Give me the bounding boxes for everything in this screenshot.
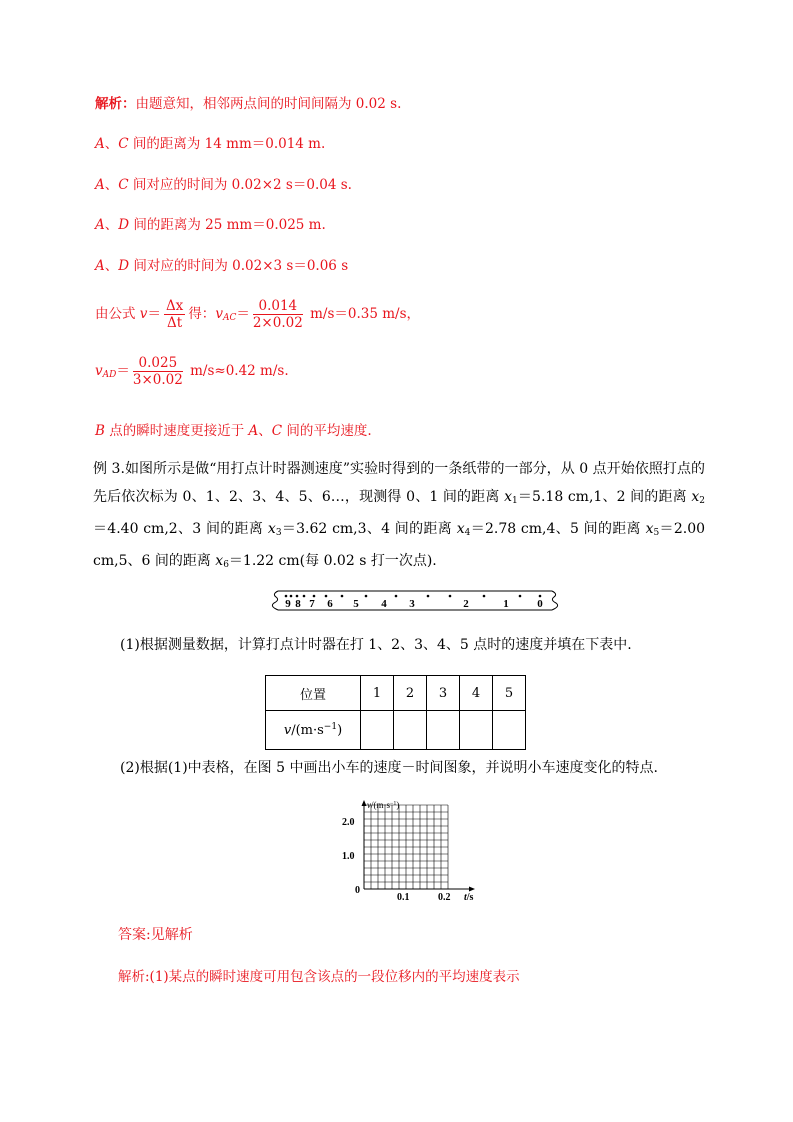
velocity-cell — [361, 711, 394, 750]
table-header-cell: 4 — [460, 676, 493, 711]
table-header-cell: 3 — [427, 676, 460, 711]
tape-dot — [449, 595, 452, 598]
velocity-time-grid — [340, 797, 510, 907]
table-header-position: 位置 — [266, 676, 361, 711]
table-header-cell: 2 — [394, 676, 427, 711]
tape-right-tear — [552, 591, 558, 610]
y-axis-arrow — [362, 800, 367, 806]
tape-dot — [395, 595, 398, 598]
question-2: (2)根据(1)中表格，在图 5 中画出小车的速度－时间图象，并说明小车速度变化的特点. — [120, 760, 658, 776]
tape-label: 1 — [503, 598, 509, 610]
table-header-row — [266, 676, 526, 711]
solution-conclusion: B 点的瞬时速度更接近于 A、C 间的平均速度. — [95, 423, 372, 439]
formula-line-vac: 由公式 v＝ $\frac{\Delta x}{\Delta t}$ 得：$v_{AC}=$ $\frac{0.014}{2\times 0.02}$ m/s＝0.35 m/s， — [95, 298, 421, 331]
solution-line-2: A、C 间的距离为 14 mm＝0.014 m. — [95, 136, 326, 152]
example-3-paragraph: 例 3.如图所示是做“用打点计时器测速度”实验时得到的一条纸带的一部分，从 0 点开始依照打点的先后依次标为 0、1、2、3、4、5、6…，现测得 0、1 间的距离 $x_1=5.18$ cm,1、2 间的距离 $x_2=4.40$ cm,2、3 间的距离 $x_3=3.62$ cm,3、4 间的距离 $x_4=2.78$ cm,4、5 间的距离 $x_5=2.00$ cm,5、6 间的距离 $x_6=1.22$ cm(每 0.02 s 打一次点). — [93, 461, 706, 570]
tape-dot — [303, 595, 306, 598]
origin-label: 0 — [355, 885, 360, 896]
tape-dot — [296, 595, 299, 598]
tape-dot — [519, 595, 522, 598]
velocity-cell — [427, 711, 460, 750]
x-tick-label: 0.2 — [438, 892, 451, 903]
explanation-line: 解析:(1)某点的瞬时速度可用包含该点的一段位移内的平均速度表示 — [118, 969, 520, 985]
answer-line: 答案:见解析 — [118, 927, 193, 943]
solution-line-4: A、D 间的距离为 25 mm＝0.025 m. — [95, 217, 326, 233]
tape-label: 2 — [463, 598, 469, 610]
velocity-cell — [394, 711, 427, 750]
fraction-dx-dt: $\frac{\Delta x}{\Delta t}$ — [165, 298, 184, 331]
formula-line-vad: $v_{AD}=$ $\frac{0.025}{3\times 0.02}$ m/s≈0.42 m/s. — [95, 355, 289, 388]
y-tick-label: 2.0 — [342, 817, 355, 828]
tape-label: 4 — [381, 598, 387, 610]
fraction-vad: $\frac{0.025}{3\times 0.02}$ — [132, 355, 183, 388]
solution-line-3: A、C 间对应的时间为 0.02×2 s＝0.04 s. — [95, 177, 352, 193]
tape-label: 8 — [295, 598, 301, 610]
tape-dot — [539, 595, 542, 598]
table-header-cell: 5 — [493, 676, 526, 711]
table-row-label-velocity: $v/(m\cdot s^{-1})$ — [266, 711, 361, 750]
velocity-table — [265, 675, 526, 750]
tape-dot — [483, 595, 486, 598]
tape-left-tear — [272, 591, 278, 610]
tape-dot — [325, 595, 328, 598]
tape-label: 6 — [327, 598, 333, 610]
y-axis-label: $v/(m\cdot s^{-1})$ — [367, 800, 400, 810]
tape-label: 5 — [353, 598, 359, 610]
tape-dot — [285, 595, 288, 598]
y-tick-label: 1.0 — [342, 851, 355, 862]
solution-heading: 解析： — [95, 96, 136, 112]
fraction-vac: $\frac{0.014}{2\times 0.02}$ — [252, 298, 303, 331]
tape-dot — [341, 595, 344, 598]
tape-label: 3 — [409, 598, 415, 610]
tape-dot — [427, 595, 430, 598]
x-axis-label: t/s — [464, 892, 474, 903]
velocity-cell — [460, 711, 493, 750]
tape-label: 0 — [537, 598, 543, 610]
tape-dot — [365, 595, 368, 598]
x-axis-arrow — [469, 887, 475, 892]
question-1: (1)根据测量数据，计算打点计时器在打 1、2、3、4、5 点时的速度并填在下表中. — [120, 637, 632, 653]
x-tick-label: 0.1 — [397, 892, 410, 903]
paper-tape-figure — [270, 587, 560, 617]
graph-grid-lines — [364, 805, 448, 889]
table-header-cell: 1 — [361, 676, 394, 711]
tape-label: 9 — [285, 598, 291, 610]
solution-line-5: A、D 间对应的时间为 0.02×3 s＝0.06 s — [95, 258, 349, 274]
tape-dot — [290, 595, 293, 598]
tape-label: 7 — [309, 598, 315, 610]
tape-dot — [313, 595, 316, 598]
table-velocity-row — [266, 711, 526, 750]
velocity-cell — [493, 711, 526, 750]
solution-line-1: 解析：由题意知，相邻两点间的时间间隔为 0.02 s. — [95, 96, 402, 112]
